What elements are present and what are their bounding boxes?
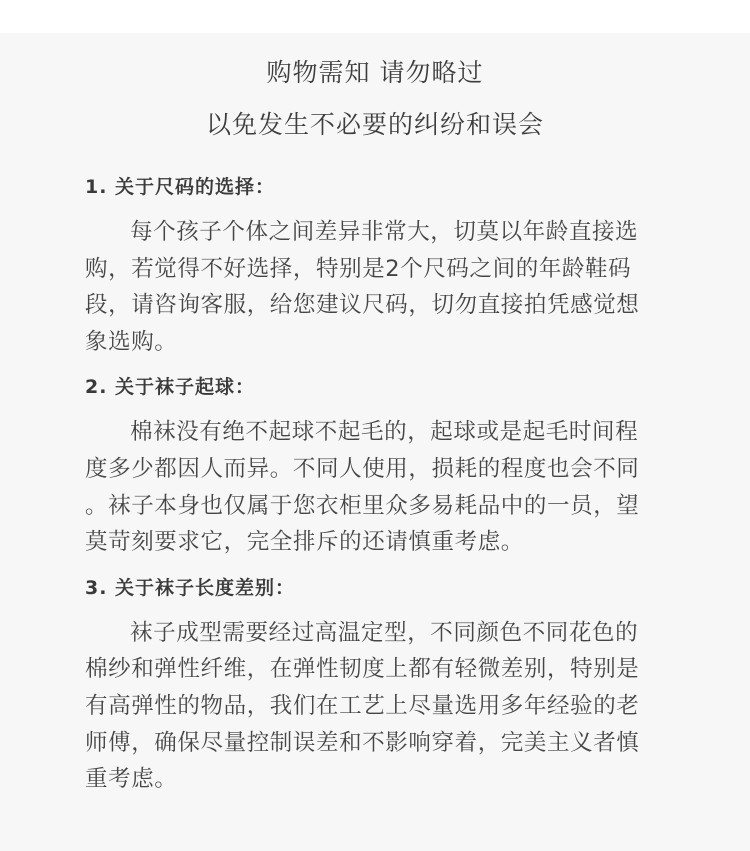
notice-content	[85, 173, 665, 811]
body-line: 购，若觉得不好选择，特别是2个尺码之间的年龄鞋码	[85, 255, 632, 282]
top-band	[0, 0, 750, 33]
body-line: 棉袜没有绝不起球不起毛的，起球或是起毛时间程	[130, 419, 639, 446]
body-line: 莫苛刻要求它，完全排斥的还请慎重考虑。	[85, 529, 524, 556]
notice-header	[0, 58, 750, 140]
body-line: 每个孩子个体之间差异非常大，切莫以年龄直接选	[130, 219, 639, 245]
body-line: 袜子成型需要经过高温定型，不同颜色不同花色的	[130, 619, 639, 646]
section-body	[85, 214, 665, 360]
section-pilling	[85, 373, 665, 560]
body-line: 。袜子本身也仅属于您衣柜里众多易耗品中的一员，望	[85, 492, 640, 519]
notice-subtitle: 以免发生不必要的纠纷和误会	[205, 110, 544, 139]
section-length-difference	[85, 574, 665, 798]
body-line: 度多少都因人而异。不同人使用，损耗的程度也会不同	[85, 455, 640, 482]
body-line: 棉纱和弹性纤维，在弹性韧度上都有轻微差别，特别是	[85, 656, 640, 683]
section-size-selection	[85, 173, 665, 360]
section-heading: 2. 关于袜子起球：	[85, 376, 256, 399]
body-line: 师傅，确保尽量控制误差和不影响穿着，完美主义者慎	[85, 729, 640, 756]
section-body	[85, 615, 665, 798]
body-line: 象选购。	[85, 328, 178, 355]
body-line: 有高弹性的物品，我们在工艺上尽量选用多年经验的老	[85, 692, 640, 719]
section-heading: 3. 关于袜子长度差别：	[85, 576, 296, 599]
section-body	[85, 414, 665, 560]
body-line: 重考虑。	[85, 766, 178, 793]
body-line: 段，请咨询客服，给您建议尺码，切勿直接拍凭感觉想	[85, 292, 640, 319]
section-heading: 1. 关于尺码的选择：	[85, 176, 276, 198]
notice-title: 购物需知 请勿略过	[266, 58, 484, 87]
